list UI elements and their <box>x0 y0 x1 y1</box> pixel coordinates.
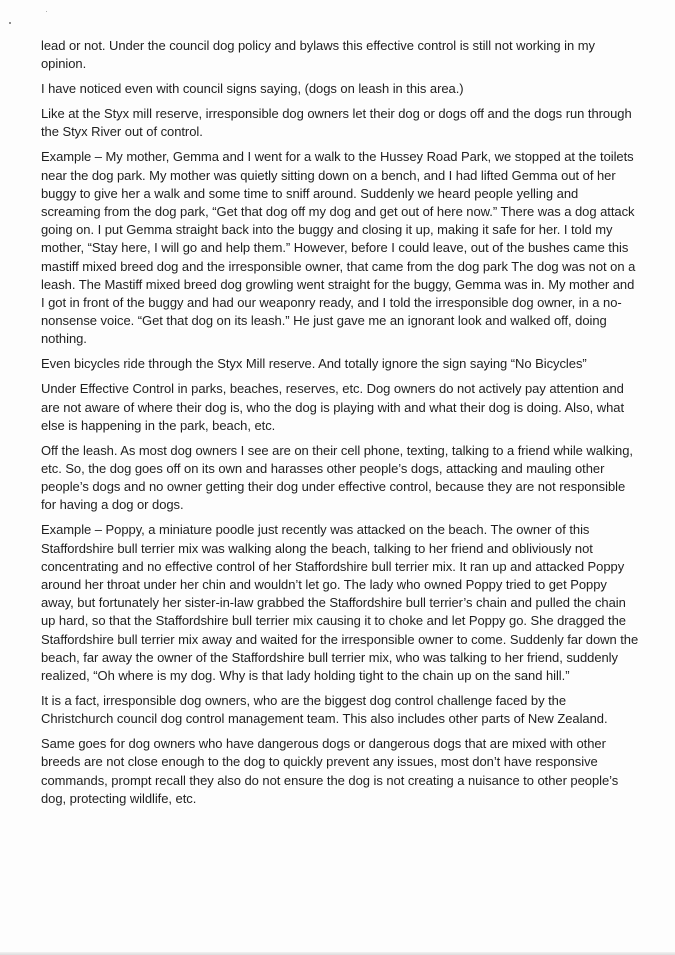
paragraph: I have noticed even with council signs saying, (dogs on leash in this area.) <box>41 81 464 97</box>
paragraph: Example – Poppy, a miniature poodle just recently was attacked on the beach. The owner of this Staffordshire bull terrier mix was walking along the beach, talking to her friend and obliviously not concentrating and no effective control of her Staffordshire bull terrier mix. It ran up and attacked Poppy around her throat under her chin and wouldn’t let go. The lady who owned Poppy tried to get Poppy away, but fortunately her sister-in-law grabbed the Staffordshire bull terrier’s chain and pulled the chain up hard, so that the Staffordshire bull terrier mix causing it to choke and let Poppy go. She dragged the Staffordshire bull terrier mix away and waited for the irresponsible owner to come. Suddenly far down the beach, far away the owner of the Staffordshire bull terrier mix, who was talking to her friend, suddenly realized, “Oh where is my dog. Why is that lady holding tight to the chain up on the sand hill.” <box>41 522 639 684</box>
paragraph: Under Effective Control in parks, beaches, reserves, etc. Dog owners do not actively pay attention and are not aware of where their dog is, who the dog is playing with and what their dog is doing. Also, what else is happening in the park, beach, etc. <box>41 381 625 433</box>
scan-mark <box>9 22 11 24</box>
paragraph: Off the leash. As most dog owners I see are on their cell phone, texting, talking to a friend while walking, etc. So, the dog goes off on its own and harasses other people’s dogs, attacking and mauling other people’s dogs and no owner getting their dog under effective control, because they are not responsible for having a dog or dogs. <box>41 442 633 513</box>
paragraph: Even bicycles ride through the Styx Mill reserve. And totally ignore the sign saying “No Bicycles” <box>41 356 587 372</box>
document-body <box>41 37 641 815</box>
paragraph: Same goes for dog owners who have dangerous dogs or dangerous dogs that are mixed with other breeds are not close enough to the dog to quickly prevent any issues, most don’t have responsive commands, prompt recall they also do not ensure the dog is not creating a nuisance to other people’s dog, protecting wildlife, etc. <box>41 736 619 806</box>
paragraph: lead or not. Under the council dog policy and bylaws this effective control is still not working in my opinion. <box>41 38 595 72</box>
paragraph: Like at the Styx mill reserve, irresponsible dog owners let their dog or dogs off and the dogs run through the Styx River out of control. <box>41 106 632 140</box>
paragraph: It is a fact, irresponsible dog owners, who are the biggest dog control challenge faced by the Christchurch council dog control management team. This also includes other parts of New Zealand. <box>41 693 608 727</box>
paragraph: Example – My mother, Gemma and I went for a walk to the Hussey Road Park, we stopped at the toilets near the dog park. My mother was quietly sitting down on a bench, and I had lifted Gemma out of her buggy to give her a walk and some time to sniff around. Suddenly we heard people yelling and screaming from the dog park, “Get that dog off my dog and get out of here now.” There was a dog attack going on. I put Gemma straight back into the buggy and closing it up, making it safe for her. I told my mother, “Stay here, I will go and help them.” However, before I could leave, out of the bushes came this mastiff mixed breed dog and the irresponsible owner, that came from the dog park The dog was not on a leash. The Mastiff mixed breed dog growling went straight for the buggy, Gemma was in. My mother and I got in front of the buggy and had our weaponry ready, and I told the irresponsible dog owner, in a no-nonsense voice. “Get that dog on its leash.” He just gave me an ignorant look and walked off, doing nothing. <box>41 149 636 347</box>
scan-mark <box>46 11 47 12</box>
